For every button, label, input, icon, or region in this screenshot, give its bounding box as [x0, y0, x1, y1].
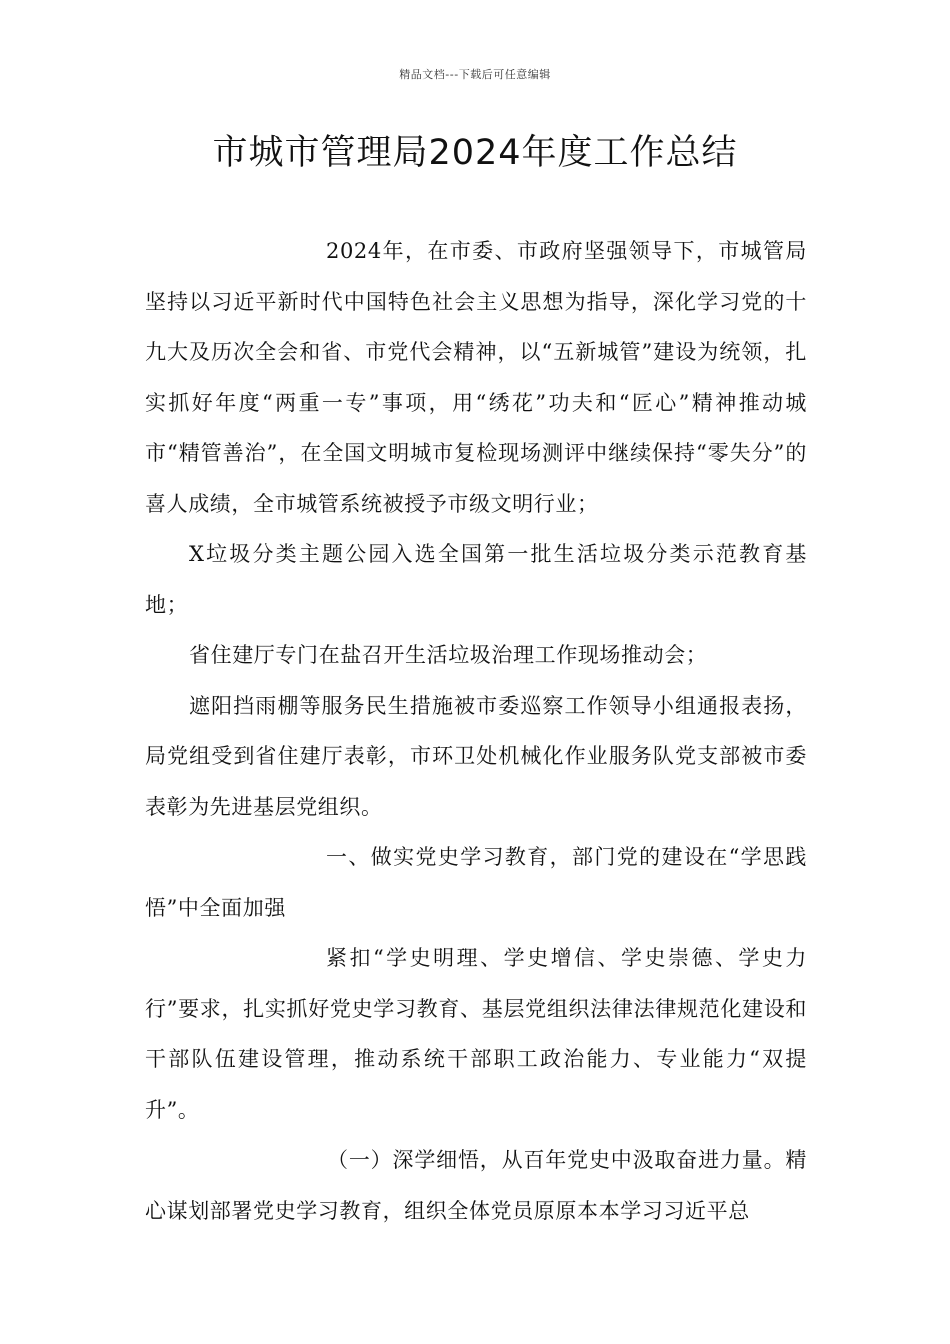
paragraph-site-meeting: 省住建厅专门在盐召开生活垃圾治理工作现场推动会； [189, 643, 708, 667]
document-body [145, 226, 807, 1236]
subsection-1-paragraph: （一）深学细悟，从百年党史中汲取奋进力量。精心谋划部署党史学习教育，组织全体党员原原本本学习习近平总 [145, 1148, 807, 1223]
document-title: 市城市管理局2024年度工作总结 [212, 133, 738, 173]
paragraph-commendation: 遮阳挡雨棚等服务民生措施被市委巡察工作领导小组通报表扬，局党组受到省住建厅表彰，市环卫处机械化作业服务队党支部被市委表彰为先进基层党组织。 [145, 693, 807, 819]
paragraph-section-1-intro: 紧扣“学史明理、学史增信、学史崇德、学史力行”要求，扎实抓好党史学习教育、基层党组织法律法律规范化建设和干部队伍建设管理，推动系统干部职工政治能力、专业能力“双提升”。 [145, 946, 807, 1122]
section-heading-1: 一、做实党史学习教育，部门党的建设在“学思践悟”中全面加强 [145, 845, 807, 920]
page-header-note: 精品文档---下载后可任意编辑 [399, 68, 551, 81]
paragraph-garbage-park: X垃圾分类主题公园入选全国第一批生活垃圾分类示范教育基地； [145, 542, 807, 617]
paragraph-intro: 2024年，在市委、市政府坚强领导下，市城管局坚持以习近平新时代中国特色社会主义思想为指导，深化学习党的十九大及历次全会和省、市党代会精神，以“五新城管”建设为统领，扎实抓好年度“两重一专”事项，用“绣花”功夫和“匠心”精神推动城市“精管善治”，在全国文明城市复检现场测评中继续保持“零失分”的喜人成绩，全市城管系统被授予市级文明行业； [145, 239, 807, 516]
